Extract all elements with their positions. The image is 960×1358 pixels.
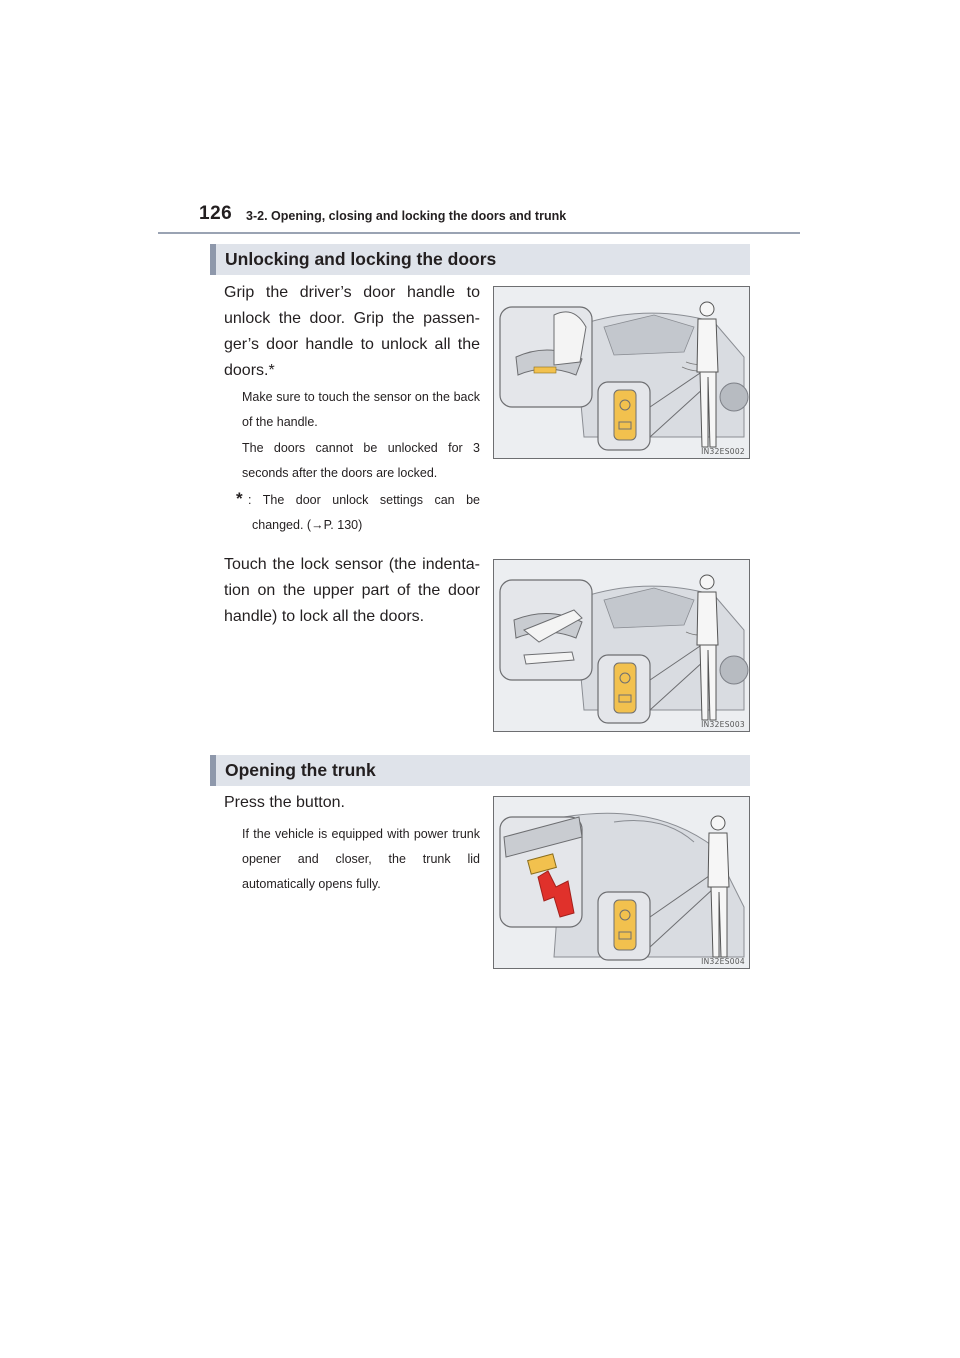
unlock-footnote	[236, 488, 480, 538]
trunk-drawing	[494, 797, 750, 969]
lock-instruction: Touch the lock sensor (the indenta-tion on the upper part of the door handle) to lock all the doors.	[224, 556, 480, 625]
page-number: 126	[199, 203, 233, 224]
footnote-mark: *	[236, 489, 243, 508]
section-heading-trunk	[210, 755, 750, 786]
header-divider	[158, 232, 800, 234]
section-title: Opening the trunk	[225, 760, 376, 780]
unlock-note-delay: The doors cannot be unlocked for 3 seconds after the doors are locked.	[242, 441, 480, 480]
figure-id: IN32ES003	[701, 720, 745, 729]
trunk-illustration	[493, 796, 750, 969]
trunk-note: If the vehicle is equipped with power trunk opener and closer, the trunk lid automatically opens fully.	[242, 827, 480, 891]
section-accent	[210, 755, 216, 786]
section-accent	[210, 244, 216, 275]
unlock-instruction: Grip the driver’s door handle to unlock the door. Grip the passen-ger’s door handle to unlock all the doors.*	[224, 284, 480, 379]
section-title: Unlocking and locking the doors	[225, 249, 497, 269]
unlock-illustration	[493, 286, 750, 459]
lock-drawing	[494, 560, 750, 732]
figure-id: IN32ES002	[701, 447, 745, 456]
unlock-note-sensor: Make sure to touch the sensor on the back of the handle.	[242, 390, 480, 429]
trunk-instruction: Press the button.	[224, 794, 345, 811]
footnote-text: : The door unlock settings can be changed. (→P. 130)	[248, 493, 480, 532]
lock-illustration	[493, 559, 750, 732]
section-heading-unlocking	[210, 244, 750, 275]
running-head: 3-2. Opening, closing and locking the doors and trunk	[246, 209, 567, 223]
figure-id: IN32ES004	[701, 957, 745, 966]
unlock-drawing	[494, 287, 750, 459]
